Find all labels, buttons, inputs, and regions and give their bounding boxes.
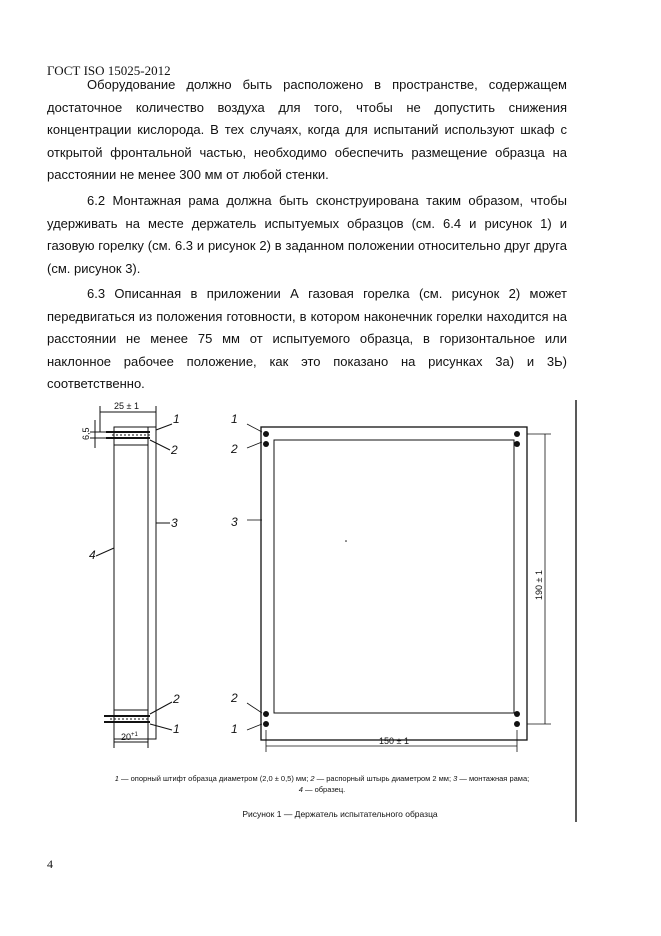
paragraph-6-2: 6.2 Монтажная рама должна быть сконструирована таким образом, чтобы удерживать на месте держатель испытуемых образцов (см. 6.4 и рисунок 1) и газовую горелку (см. 6.3 и рисунок 2) в заданном положении относительно друг друга (см. рисунок 3).: [47, 193, 567, 276]
side-frame: [148, 427, 156, 739]
legend-num-4: 4: [298, 785, 303, 794]
legend-text-2: — распорный штырь диаметром 2 мм;: [314, 774, 454, 783]
figure-caption: Рисунок 1 — Держатель испытательного образца: [242, 809, 438, 819]
legend-num-2: 2: [310, 774, 315, 783]
side-callout-2-top: 2: [171, 443, 178, 457]
pin-top-right: [514, 431, 520, 437]
legend-num-3: 3: [453, 774, 458, 783]
side-callout-1-bottom: 1: [173, 722, 180, 736]
pin-top-left: [263, 431, 269, 437]
legend-text-3: — монтажная рама;: [457, 774, 530, 783]
pin-bottom-right: [514, 721, 520, 727]
side-callout-2-bottom: 2: [173, 692, 180, 706]
pin-bottom-left: [263, 721, 269, 727]
front-callout-2-bottom: 2: [231, 691, 238, 705]
dim-top-width: 25 ± 1: [114, 401, 139, 411]
frame-pins: [263, 431, 520, 727]
frame-inner: [274, 440, 514, 713]
side-callout-4: 4: [89, 548, 96, 562]
side-callout-1-top: 1: [173, 412, 180, 426]
dim-bottom-tolerance: +1: [131, 732, 138, 738]
legend-text-4: — образец.: [302, 785, 346, 794]
front-view: [247, 424, 551, 752]
front-callout-1-top: 1: [231, 412, 238, 426]
frame-outer: [261, 427, 527, 740]
page-number: 4: [47, 857, 53, 871]
standard-header: ГОСТ ISO 15025-2012: [47, 63, 171, 78]
dim-bottom-width: [121, 732, 139, 742]
side-callout-3: 3: [171, 516, 178, 530]
spacer-bottom-right: [514, 711, 520, 717]
spacer-top-left: [263, 441, 269, 447]
spacer-top-right: [514, 441, 520, 447]
front-callout-3: 3: [231, 515, 238, 529]
dim-bottom-value: 20: [121, 732, 132, 742]
side-view: [90, 406, 172, 748]
figure-legend: [52, 773, 592, 795]
legend-num-1: 1: [114, 774, 119, 783]
dim-left-height: 6,5: [81, 427, 91, 440]
paragraph-1: Оборудование должно быть расположено в пространстве, содержащем достаточное количество воздуха для того, чтобы не допустить снижения концентрации кислорода. В тех случаях, когда для испытаний используют шкаф с открытой фронтальной частью, необходимо обеспечить размещение образца на расстоянии не менее 300 мм от любой стенки.: [47, 77, 567, 183]
side-specimen: [114, 427, 148, 739]
dim-frame-width: 150 ± 1: [379, 736, 409, 746]
dim-frame-height: 190 ± 1: [534, 570, 544, 600]
front-callout-2-top: 2: [231, 442, 238, 456]
paragraph-6-3: 6.3 Описанная в приложении А газовая горелка (см. рисунок 2) может передвигаться из положения готовности, в котором наконечник горелки находится на расстоянии не менее 75 мм от испытуемого образца, в горизонтальное или наклонное рабочее положение, как это показано на рисунках 3а) и 3Ь) соответственно.: [47, 286, 567, 392]
spacer-bottom-left: [263, 711, 269, 717]
front-callout-1-bottom: 1: [231, 722, 238, 736]
legend-text-1: — опорный штифт образца диаметром (2,0 ± 0,5) мм;: [118, 774, 311, 783]
